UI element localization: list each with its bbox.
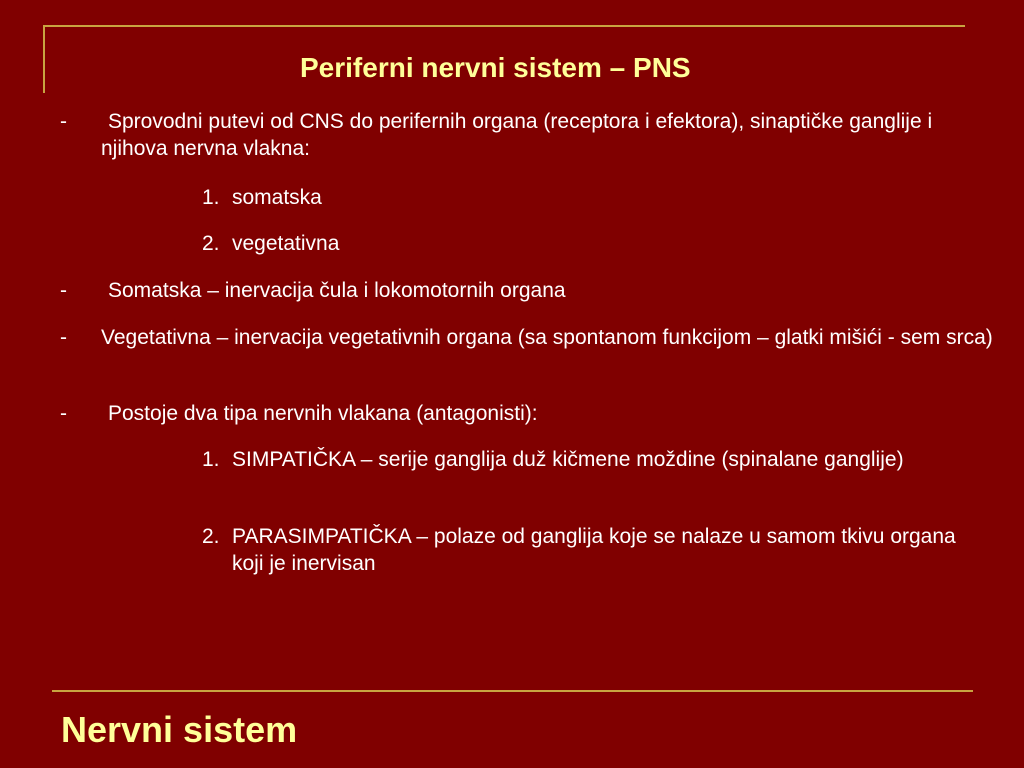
list-text: PARASIMPATIČKA – polaze od ganglija koje se nalaze u samom tkivu organa koji je inervisan xyxy=(232,525,956,575)
top-divider-line xyxy=(43,25,965,27)
bullet-text: Somatska – inervacija čula i lokomotornih organa xyxy=(108,279,566,302)
bullet-item xyxy=(60,277,1000,304)
list-number: 2. xyxy=(202,525,220,548)
bottom-divider-line xyxy=(52,690,973,692)
bullet-marker: - xyxy=(60,279,67,302)
bullet-text: Sprovodni putevi od CNS do perifernih organa (receptora i efektora), sinaptičke ganglije i njihova nervna vlakna: xyxy=(101,110,933,160)
bullet-item xyxy=(60,108,1000,162)
footer-title: Nervni sistem xyxy=(61,709,298,750)
bullet-item xyxy=(60,324,1000,351)
list-text: vegetativna xyxy=(232,232,340,255)
bullet-marker: - xyxy=(60,402,67,425)
list-item xyxy=(202,230,982,257)
bullet-text: Postoje dva tipa nervnih vlakana (antagonisti): xyxy=(108,402,538,425)
slide-title: Periferni nervni sistem – PNS xyxy=(300,52,691,83)
bullet-text: Vegetativna – inervacija vegetativnih organa (sa spontanom funkcijom – glatki mišići - sem srca) xyxy=(101,326,993,349)
bullet-marker: - xyxy=(60,326,67,349)
list-text: somatska xyxy=(232,186,322,209)
list-number: 2. xyxy=(202,232,220,255)
list-item xyxy=(202,184,982,211)
bullet-marker: - xyxy=(60,110,67,133)
list-item xyxy=(202,523,982,577)
left-accent-line xyxy=(43,25,45,93)
list-number: 1. xyxy=(202,448,220,471)
list-item xyxy=(202,446,982,473)
list-number: 1. xyxy=(202,186,220,209)
bullet-item xyxy=(60,400,1000,427)
list-text: SIMPATIČKA – serije ganglija duž kičmene moždine (spinalane ganglije) xyxy=(232,448,904,471)
